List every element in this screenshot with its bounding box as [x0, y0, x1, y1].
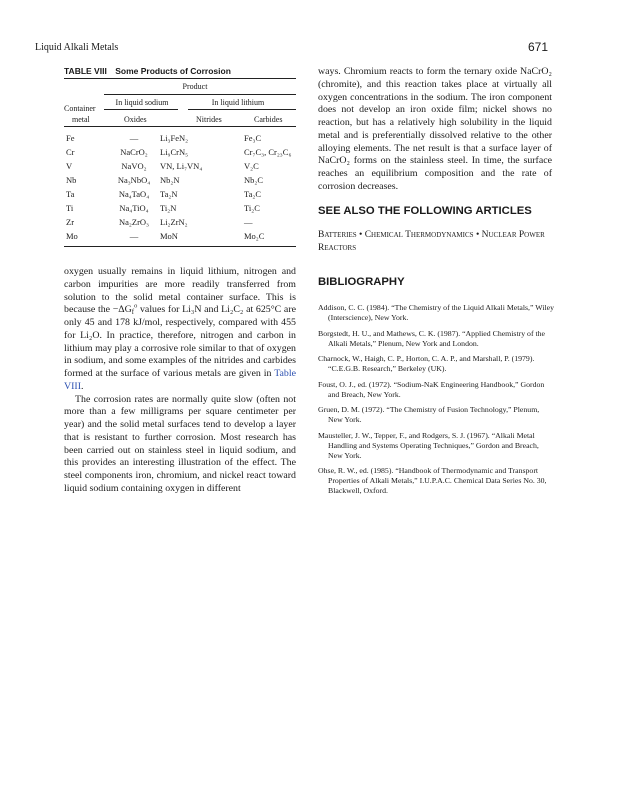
- table-cell-carbide: Ti₂C: [244, 203, 260, 213]
- see-also-link[interactable]: Chemical Thermodynamics: [364, 230, 474, 240]
- table-cell-oxide: Na₄TaO₄: [118, 189, 150, 199]
- see-also-heading: SEE ALSO THE FOLLOWING ARTICLES: [318, 205, 532, 217]
- table-bottom-rule: [64, 246, 296, 247]
- table-cell-oxide: Na₃NbO₄: [117, 175, 151, 185]
- table-title: Some Products of Corrosion: [115, 66, 231, 76]
- table-cell-nitride: Ta₂N: [160, 189, 178, 199]
- table-sodium-rule: [104, 109, 178, 110]
- table-product-rule: [104, 94, 296, 95]
- header-metal: metal: [72, 115, 90, 124]
- see-also-links: [318, 229, 554, 255]
- subscript: f: [131, 309, 135, 317]
- table-cell-nitride: Li₉CrN₅: [160, 147, 189, 157]
- header-nitrides: Nitrides: [196, 115, 222, 124]
- table-cell-metal: Cr: [66, 147, 75, 157]
- header-carbides: Carbides: [254, 115, 283, 124]
- table-cell-oxide: —: [129, 133, 139, 143]
- table-cell-metal: Zr: [66, 217, 75, 227]
- table-cell-nitride: Li₂ZrN₂: [160, 217, 188, 227]
- running-title: Liquid Alkali Metals: [35, 42, 119, 53]
- right-column-text: [318, 66, 552, 194]
- table-cell-nitride: MoN: [160, 231, 178, 241]
- header-in-sodium: In liquid sodium: [115, 98, 169, 107]
- table-cell-nitride: Ti₂N: [160, 203, 177, 213]
- left-column-text: [64, 266, 296, 496]
- bibliography-heading: BIBLIOGRAPHY: [318, 276, 405, 288]
- header-container: Container: [64, 104, 96, 113]
- table-top-rule: [64, 78, 296, 79]
- body-paragraph: The corrosion rates are normally quite slow (often not more than a few milligrams per square centimeter per year) and the solid metal surfaces tend to develop a layer that is resistant to further corrosion. Most research has been carried out on stainless steel in liquid sodium, and this provides an interesting illustration of the effect. The steel components iron, chromium, and nickel react toward liquid sodium containing oxygen in different: [64, 393, 296, 494]
- bibliography-entry: Mausteller, J. W., Tepper, F., and Rodgers, S. J. (1967). “Alkali Metal Handling and Systems Operating Techniques,” Gordon and Breach, New York.: [318, 430, 539, 460]
- bibliography-entry: Borgstedt, H. U., and Mathews, C. K. (1987). “Applied Chemistry of the Alkali Metals,” Plenum, New York and London.: [318, 328, 546, 348]
- table-cell-carbide: Fe₃C: [244, 133, 262, 143]
- table-cell-oxide: Na₂ZrO₃: [119, 217, 149, 227]
- table-number: TABLE VIII: [64, 66, 107, 76]
- paragraph-text: oxygen usually remains in liquid lithium, nitrogen and carbon impurities are more readily transferred from solution to the solid metal container surface. This is because the −ΔG: [64, 266, 296, 316]
- table-header-rule: [64, 126, 296, 127]
- bibliography-entry: Ohse, R. W., ed. (1985). “Handbook of Thermodynamic and Transport Properties of Alkali Metals,” I.U.P.A.C. Chemical Data Series No. 30, Blackwell, Oxford.: [318, 466, 547, 495]
- page-number: 671: [528, 40, 549, 54]
- table-cell-nitride: Nb₂N: [160, 175, 180, 185]
- bibliography-entry: Gruen, D. M. (1972). “The Chemistry of Fusion Technology,” Plenum, New York.: [318, 405, 540, 424]
- bibliography-entry: Addison, C. C. (1984). “The Chemistry of the Liquid Alkali Metals,” Wiley (Interscience), New York.: [318, 303, 555, 322]
- table-cell-metal: Mo: [66, 231, 78, 241]
- table-cell-nitride: Li₃FeN₂: [160, 133, 189, 143]
- table-cell-oxide: —: [129, 231, 139, 241]
- table-cell-nitride: VN, Li₇VN₄: [160, 161, 203, 171]
- see-also-link[interactable]: Batteries: [318, 230, 357, 240]
- table-caption: [64, 66, 231, 76]
- table-cell-carbide: Cr₇C₃, Cr₂₃C₆: [244, 147, 292, 157]
- table-cell-metal: Nb: [66, 175, 77, 185]
- table-cell-metal: V: [66, 161, 73, 171]
- bibliography-entry: Charnock, W., Haigh, C. P., Horton, C. A. P., and Marshall, P. (1979). “C.E.G.B. Research,” Berkeley (UK).: [318, 354, 535, 373]
- table-lithium-rule: [188, 109, 296, 110]
- bibliography-entry: Foust, O. J., ed. (1972). “Sodium-NaK Engineering Handbook,” Gordon and Breach, New York.: [318, 379, 545, 399]
- paragraph-text: .: [81, 380, 84, 392]
- header-oxides: Oxides: [124, 115, 147, 124]
- bibliography-list: [318, 303, 554, 502]
- body-paragraph: ways. Chromium reacts to form the ternary oxide NaCrO₂ (chromite), and this reaction takes place at virtually all oxygen concentrations in the sodium. The iron component does not develop an iron oxide film; nickel shows no reaction, but has a relatively high solubility in the liquid metal and is preferentially dissolved relative to the other alloying elements. The net result is that a surface layer of NaCrO₂ forms on the stainless steel. In time, the surface reaches an equilibrium composition and the rate of corrosion decreases.: [318, 66, 552, 192]
- header-product: Product: [182, 82, 208, 91]
- table-viii-link[interactable]: Table VIII: [64, 368, 296, 392]
- table-cell-metal: Ta: [66, 189, 75, 199]
- table-cell-oxide: NaCrO₂: [120, 147, 148, 157]
- body-paragraph: [64, 266, 296, 394]
- table-cell-carbide: Ta₂C: [244, 189, 262, 199]
- bullet-separator: •: [356, 230, 365, 240]
- table-cell-carbide: Nb₂C: [244, 175, 264, 185]
- superscript: o: [134, 302, 138, 310]
- table-cell-oxide: Na₄TiO₄: [119, 203, 149, 213]
- table-cell-carbide: Mo₂C: [244, 231, 265, 241]
- bullet-separator: •: [473, 230, 482, 240]
- see-also-link[interactable]: Nuclear Power Reactors: [318, 230, 545, 253]
- header-in-lithium: In liquid lithium: [211, 98, 265, 107]
- table-cell-carbide: —: [244, 217, 253, 227]
- table-cell-metal: Fe: [66, 133, 75, 143]
- paragraph-text: values for Li₃N and Li₂C₂ at 625°C are only 45 and 178 kJ/mol, respectively, compared with 455 for Li₂O. In practice, therefore, nitrogen and carbon in lithium may play a corrosive role similar to that of oxygen in sodium, and some examples of the nitrides and carbides formed at the surface of various metals are given in: [64, 304, 296, 379]
- table-cell-oxide: NaVO₂: [121, 161, 147, 171]
- table-cell-metal: Ti: [66, 203, 74, 213]
- table-cell-carbide: V₂C: [244, 161, 259, 171]
